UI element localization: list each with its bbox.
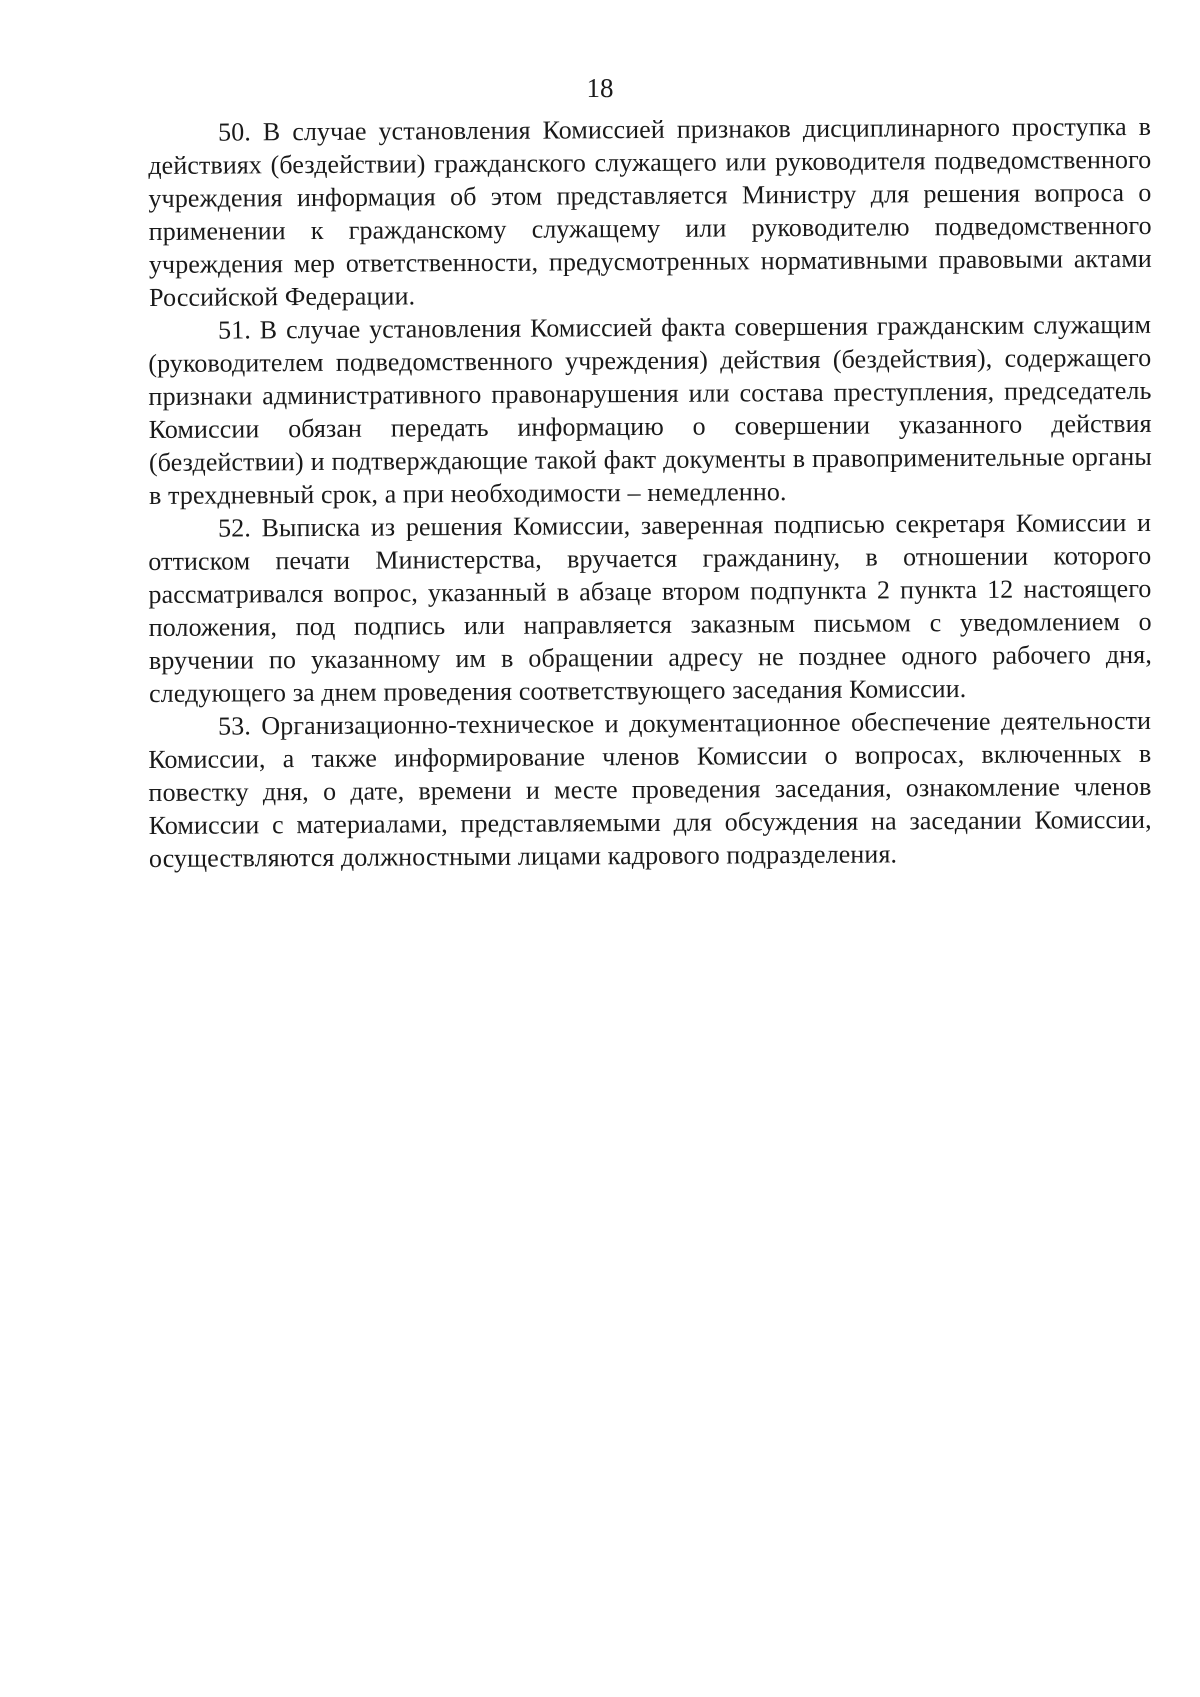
paragraph-51: 51. В случае установления Комиссией факта совершения гражданским служащим (руководителем подведомственного учреждения) действия (бездействия), содержащего признаки административного правонарушения или состава преступления, председатель Комиссии обязан передать информацию о совершении указанного действия (бездействии) и подтверждающие такой факт документы в правоприменительные органы в трехдневный срок, а при необходимости – немедленно. <box>148 309 1152 510</box>
page-number: 18 <box>586 73 614 103</box>
paragraph-50: 50. В случае установления Комиссией признаков дисциплинарного проступка в действиях (бездействии) гражданского служащего или руководителя подведомственного учреждения информация об этом представляется Министру для решения вопроса о применении к гражданскому служащему или руководителю подведомственного учреждения мер ответственности, предусмотренных нормативными правовыми актами Российской Федерации. <box>148 111 1152 312</box>
document-body <box>148 111 1152 875</box>
paragraph-53: 53. Организационно-техническое и документационное обеспечение деятельности Комиссии, а также информирование членов Комиссии о вопросах, включенных в повестку дня, о дате, времени и месте проведения заседания, ознакомление членов Комиссии с материалами, представляемыми для обсуждения на заседании Комиссии, осуществляются должностными лицами кадрового подразделения. <box>148 705 1152 873</box>
paragraph-52: 52. Выписка из решения Комиссии, заверенная подписью секретаря Комиссии и оттиском печати Министерства, вручается гражданину, в отношении которого рассматривался вопрос, указанный в абзаце втором подпункта 2 пункта 12 настоящего положения, под подпись или направляется заказным письмом с уведомлением о вручении по указанному им в обращении адресу не позднее одного рабочего дня, следующего за днем проведения соответствующего заседания Комиссии. <box>148 507 1152 708</box>
